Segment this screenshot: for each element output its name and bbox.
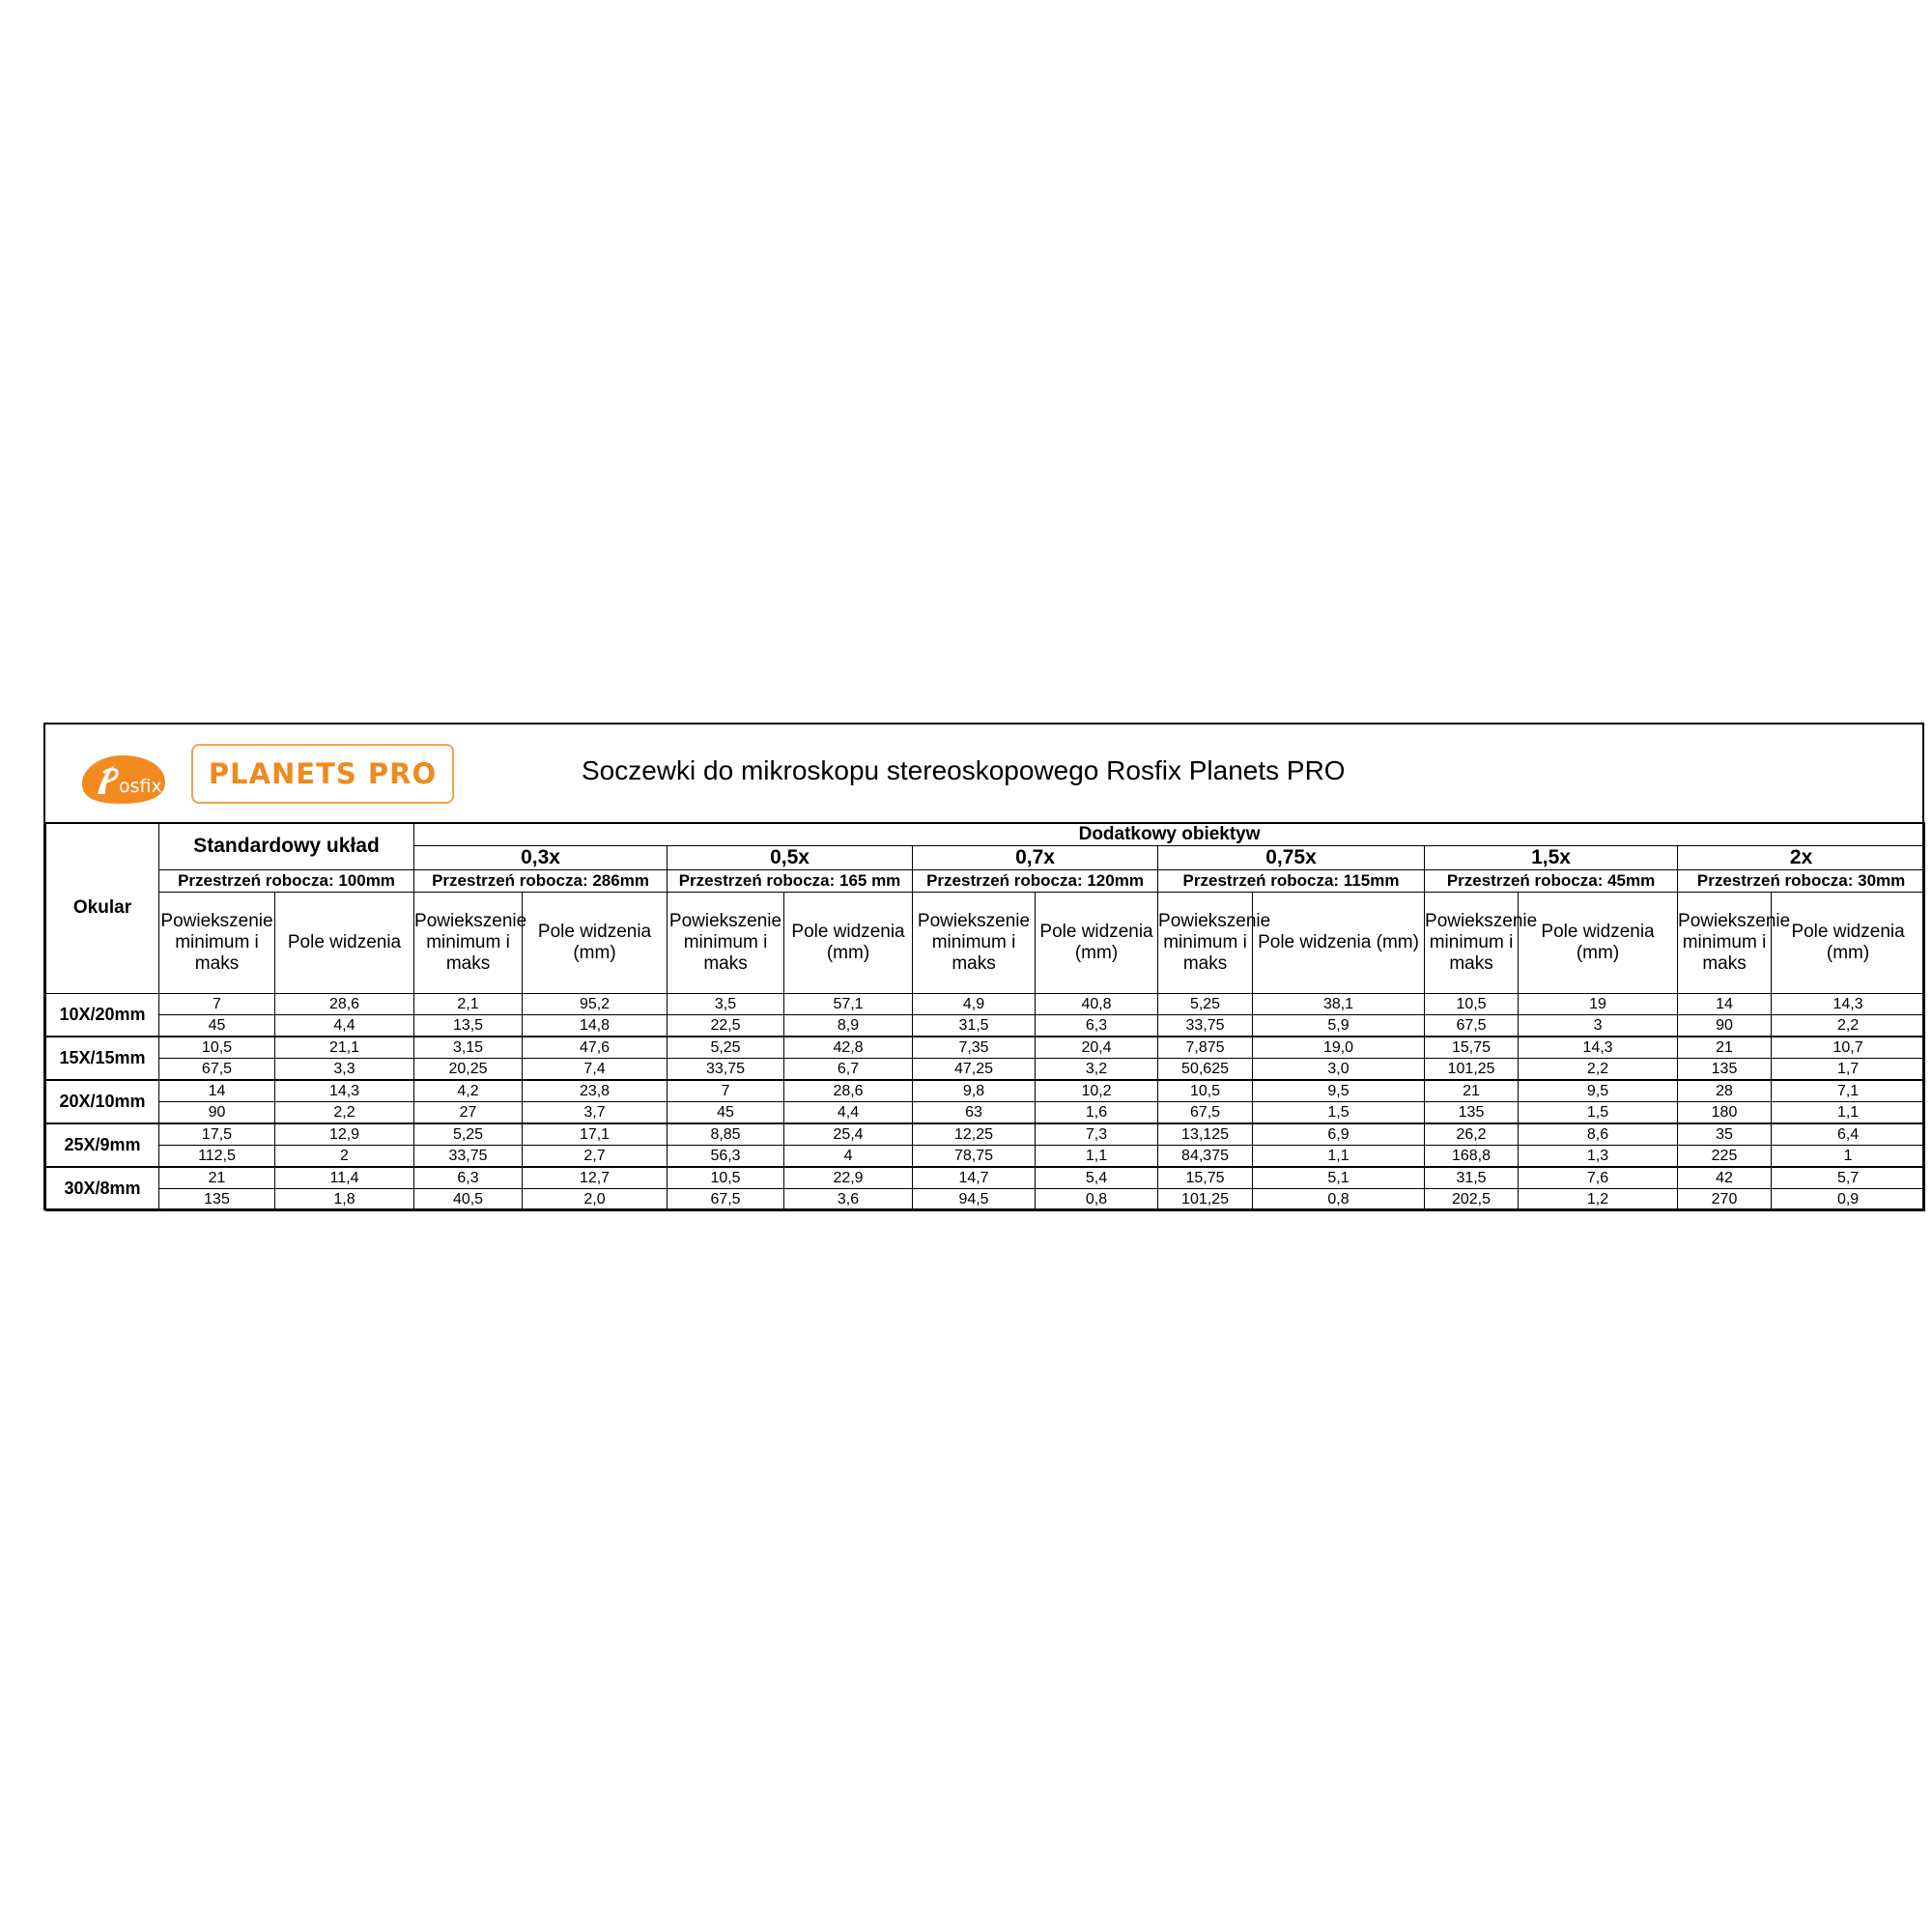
table-cell: 112,5 <box>159 1146 275 1168</box>
table-cell: 1,5 <box>1519 1102 1678 1124</box>
table-cell: 20,4 <box>1036 1037 1158 1059</box>
table-cell: 12,25 <box>913 1123 1036 1146</box>
table-cell: 9,5 <box>1253 1080 1425 1102</box>
table-cell: 40,8 <box>1036 994 1158 1015</box>
table-cell: 31,5 <box>1425 1167 1519 1189</box>
table-cell: 168,8 <box>1425 1146 1519 1168</box>
table-cell: 5,1 <box>1253 1167 1425 1189</box>
table-cell: 1,1 <box>1253 1146 1425 1168</box>
lens-name-1: 0,5x <box>668 846 913 870</box>
table-cell: 0,9 <box>1772 1189 1925 1211</box>
lens-name-2: 0,7x <box>913 846 1158 870</box>
table-cell: 10,7 <box>1772 1037 1925 1059</box>
table-row <box>46 1080 1925 1102</box>
table-cell: 3,0 <box>1253 1059 1425 1081</box>
table-cell: 42,8 <box>784 1037 913 1059</box>
table-cell: 12,9 <box>275 1123 414 1146</box>
table-cell: 14,8 <box>523 1015 668 1037</box>
table-cell: 33,75 <box>668 1059 784 1081</box>
table-cell: 202,5 <box>1425 1189 1519 1211</box>
table-cell: 42 <box>1678 1167 1772 1189</box>
table-cell: 14,3 <box>1772 994 1925 1015</box>
table-cell: 3,7 <box>523 1102 668 1124</box>
table-cell: 3,5 <box>668 994 784 1015</box>
table-cell: 180 <box>1678 1102 1772 1124</box>
table-cell: 2,2 <box>1772 1015 1925 1037</box>
lens-magnification-header-5: Powiekszenie minimum i maks <box>1678 893 1772 994</box>
table-cell: 7,4 <box>523 1059 668 1081</box>
table-cell: 90 <box>159 1102 275 1124</box>
table-cell: 67,5 <box>668 1189 784 1211</box>
table-cell: 20,25 <box>414 1059 523 1081</box>
page-title: Soczewki do mikroskopu stereoskopowego Rosfix Planets PRO <box>582 755 1346 785</box>
table-cell: 1,2 <box>1519 1189 1678 1211</box>
lens-fov-header-5: Pole widzenia (mm) <box>1772 893 1925 994</box>
table-cell: 5,4 <box>1036 1167 1158 1189</box>
eyepiece-label: 25X/9mm <box>46 1123 159 1167</box>
working-distance-row <box>46 870 1925 893</box>
table-cell: 33,75 <box>1158 1015 1253 1037</box>
lens-fov-header-0: Pole widzenia (mm) <box>523 893 668 994</box>
table-cell: 9,5 <box>1519 1080 1678 1102</box>
lens-working-distance-5: Przestrzeń robocza: 30mm <box>1678 870 1925 893</box>
table-cell: 33,75 <box>414 1146 523 1168</box>
table-cell: 25,4 <box>784 1123 913 1146</box>
table-cell: 2,1 <box>414 994 523 1015</box>
table-cell: 27 <box>414 1102 523 1124</box>
table-cell: 5,9 <box>1253 1015 1425 1037</box>
table-cell: 3,6 <box>784 1189 913 1211</box>
table-cell: 84,375 <box>1158 1146 1253 1168</box>
standard-working-distance: Przestrzeń robocza: 100mm <box>159 870 414 893</box>
table-cell: 2,2 <box>1519 1059 1678 1081</box>
table-cell: 1,1 <box>1036 1146 1158 1168</box>
table-row <box>46 1123 1925 1146</box>
table-cell: 4 <box>784 1146 913 1168</box>
table-cell: 101,25 <box>1158 1189 1253 1211</box>
lens-name-0: 0,3x <box>414 846 668 870</box>
planets-pro-badge: PLANETS PRO <box>191 744 454 804</box>
lens-magnification-header-4: Powiekszenie minimum i maks <box>1425 893 1519 994</box>
rosfix-logo <box>76 752 167 806</box>
table-row <box>46 1189 1925 1211</box>
standard-magnification-header: Powiekszenie minimum i maks <box>159 893 275 994</box>
table-cell: 4,4 <box>275 1015 414 1037</box>
table-cell: 28,6 <box>275 994 414 1015</box>
table-cell: 3,2 <box>1036 1059 1158 1081</box>
table-cell: 95,2 <box>523 994 668 1015</box>
table-row <box>46 1146 1925 1168</box>
table-cell: 15,75 <box>1158 1167 1253 1189</box>
table-cell: 2,2 <box>275 1102 414 1124</box>
table-cell: 101,25 <box>1425 1059 1519 1081</box>
table-cell: 0,8 <box>1036 1189 1158 1211</box>
table-cell: 5,25 <box>668 1037 784 1059</box>
table-cell: 0,8 <box>1253 1189 1425 1211</box>
table-cell: 14,7 <box>913 1167 1036 1189</box>
table-row <box>46 1059 1925 1081</box>
table-cell: 270 <box>1678 1189 1772 1211</box>
table-cell: 26,2 <box>1425 1123 1519 1146</box>
table-cell: 11,4 <box>275 1167 414 1189</box>
table-cell: 13,125 <box>1158 1123 1253 1146</box>
table-cell: 38,1 <box>1253 994 1425 1015</box>
table-cell: 3 <box>1519 1015 1678 1037</box>
table-cell: 7 <box>159 994 275 1015</box>
table-cell: 2,0 <box>523 1189 668 1211</box>
lens-name-4: 1,5x <box>1425 846 1678 870</box>
table-cell: 10,5 <box>668 1167 784 1189</box>
table-cell: 135 <box>159 1189 275 1211</box>
table-cell: 5,25 <box>1158 994 1253 1015</box>
table-cell: 56,3 <box>668 1146 784 1168</box>
table-cell: 63 <box>913 1102 1036 1124</box>
table-cell: 50,625 <box>1158 1059 1253 1081</box>
table-cell: 7 <box>668 1080 784 1102</box>
table-cell: 22,9 <box>784 1167 913 1189</box>
table-cell: 21 <box>159 1167 275 1189</box>
table-cell: 31,5 <box>913 1015 1036 1037</box>
table-cell: 3,15 <box>414 1037 523 1059</box>
table-cell: 19,0 <box>1253 1037 1425 1059</box>
lens-magnification-header-3: Powiekszenie minimum i maks <box>1158 893 1253 994</box>
table-cell: 15,75 <box>1425 1037 1519 1059</box>
table-cell: 7,6 <box>1519 1167 1678 1189</box>
lens-magnification-header-2: Powiekszenie minimum i maks <box>913 893 1036 994</box>
table-cell: 14 <box>159 1080 275 1102</box>
lens-working-distance-1: Przestrzeń robocza: 165 mm <box>668 870 913 893</box>
table-cell: 67,5 <box>1158 1102 1253 1124</box>
table-cell: 8,9 <box>784 1015 913 1037</box>
eyepiece-label: 30X/8mm <box>46 1167 159 1210</box>
table-row <box>46 1167 1925 1189</box>
table-cell: 45 <box>159 1015 275 1037</box>
table-cell: 1 <box>1772 1146 1925 1168</box>
lens-name-3: 0,75x <box>1158 846 1425 870</box>
table-cell: 6,3 <box>1036 1015 1158 1037</box>
table-cell: 5,25 <box>414 1123 523 1146</box>
table-cell: 35 <box>1678 1123 1772 1146</box>
column-header-row <box>46 893 1925 994</box>
table-cell: 22,5 <box>668 1015 784 1037</box>
lens-fov-header-3: Pole widzenia (mm) <box>1253 893 1425 994</box>
lens-fov-header-2: Pole widzenia (mm) <box>1036 893 1158 994</box>
standard-layout-header: Standardowy układ <box>159 823 414 870</box>
table-cell: 1,6 <box>1036 1102 1158 1124</box>
document-header <box>45 724 1922 824</box>
table-cell: 1,8 <box>275 1189 414 1211</box>
lens-table-body <box>46 994 1925 1211</box>
lens-name-5: 2x <box>1678 846 1925 870</box>
extra-lens-header: Dodatkowy obiektyw <box>414 823 1925 846</box>
table-cell: 1,5 <box>1253 1102 1425 1124</box>
logo-text: osfix <box>119 776 162 797</box>
table-cell: 2 <box>275 1146 414 1168</box>
eyepiece-label: 15X/15mm <box>46 1037 159 1080</box>
table-cell: 17,5 <box>159 1123 275 1146</box>
table-cell: 225 <box>1678 1146 1772 1168</box>
table-cell: 57,1 <box>784 994 913 1015</box>
eyepiece-label: 20X/10mm <box>46 1080 159 1123</box>
lens-table <box>45 822 1925 1211</box>
table-cell: 90 <box>1678 1015 1772 1037</box>
table-cell: 6,3 <box>414 1167 523 1189</box>
table-cell: 4,2 <box>414 1080 523 1102</box>
table-cell: 14,3 <box>1519 1037 1678 1059</box>
lens-working-distance-2: Przestrzeń robocza: 120mm <box>913 870 1158 893</box>
table-row <box>46 1015 1925 1037</box>
standard-fov-header: Pole widzenia <box>275 893 414 994</box>
table-cell: 94,5 <box>913 1189 1036 1211</box>
table-cell: 6,7 <box>784 1059 913 1081</box>
table-cell: 21 <box>1678 1037 1772 1059</box>
table-cell: 1,3 <box>1519 1146 1678 1168</box>
lens-fov-header-4: Pole widzenia (mm) <box>1519 893 1678 994</box>
table-cell: 9,8 <box>913 1080 1036 1102</box>
table-cell: 21 <box>1425 1080 1519 1102</box>
table-cell: 45 <box>668 1102 784 1124</box>
table-cell: 10,5 <box>1158 1080 1253 1102</box>
lens-working-distance-4: Przestrzeń robocza: 45mm <box>1425 870 1678 893</box>
table-cell: 67,5 <box>159 1059 275 1081</box>
table-cell: 1,1 <box>1772 1102 1925 1124</box>
table-cell: 5,7 <box>1772 1167 1925 1189</box>
table-cell: 135 <box>1425 1102 1519 1124</box>
table-cell: 14,3 <box>275 1080 414 1102</box>
table-cell: 8,6 <box>1519 1123 1678 1146</box>
table-cell: 7,35 <box>913 1037 1036 1059</box>
table-cell: 67,5 <box>1425 1015 1519 1037</box>
table-cell: 23,8 <box>523 1080 668 1102</box>
table-row <box>46 994 1925 1015</box>
table-cell: 1,7 <box>1772 1059 1925 1081</box>
table-cell: 8,85 <box>668 1123 784 1146</box>
table-cell: 4,9 <box>913 994 1036 1015</box>
table-cell: 28,6 <box>784 1080 913 1102</box>
table-cell: 6,4 <box>1772 1123 1925 1146</box>
table-cell: 3,3 <box>275 1059 414 1081</box>
table-row <box>46 1037 1925 1059</box>
table-cell: 12,7 <box>523 1167 668 1189</box>
lens-magnification-header-1: Powiekszenie minimum i maks <box>668 893 784 994</box>
table-cell: 135 <box>1678 1059 1772 1081</box>
table-cell: 10,5 <box>159 1037 275 1059</box>
table-cell: 7,3 <box>1036 1123 1158 1146</box>
table-cell: 21,1 <box>275 1037 414 1059</box>
lens-working-distance-0: Przestrzeń robocza: 286mm <box>414 870 668 893</box>
table-cell: 7,1 <box>1772 1080 1925 1102</box>
table-row <box>46 1102 1925 1124</box>
table-cell: 10,2 <box>1036 1080 1158 1102</box>
lens-spec-document <box>43 723 1924 1210</box>
table-cell: 47,6 <box>523 1037 668 1059</box>
table-cell: 13,5 <box>414 1015 523 1037</box>
lens-fov-header-1: Pole widzenia (mm) <box>784 893 913 994</box>
table-cell: 40,5 <box>414 1189 523 1211</box>
table-cell: 6,9 <box>1253 1123 1425 1146</box>
table-cell: 10,5 <box>1425 994 1519 1015</box>
eyepiece-label: 10X/20mm <box>46 994 159 1037</box>
table-cell: 78,75 <box>913 1146 1036 1168</box>
table-cell: 28 <box>1678 1080 1772 1102</box>
table-cell: 17,1 <box>523 1123 668 1146</box>
table-cell: 47,25 <box>913 1059 1036 1081</box>
table-cell: 19 <box>1519 994 1678 1015</box>
okular-header: Okular <box>46 823 159 994</box>
table-cell: 2,7 <box>523 1146 668 1168</box>
lens-magnification-header-0: Powiekszenie minimum i maks <box>414 893 523 994</box>
table-cell: 7,875 <box>1158 1037 1253 1059</box>
table-cell: 4,4 <box>784 1102 913 1124</box>
lens-working-distance-3: Przestrzeń robocza: 115mm <box>1158 870 1425 893</box>
table-cell: 14 <box>1678 994 1772 1015</box>
